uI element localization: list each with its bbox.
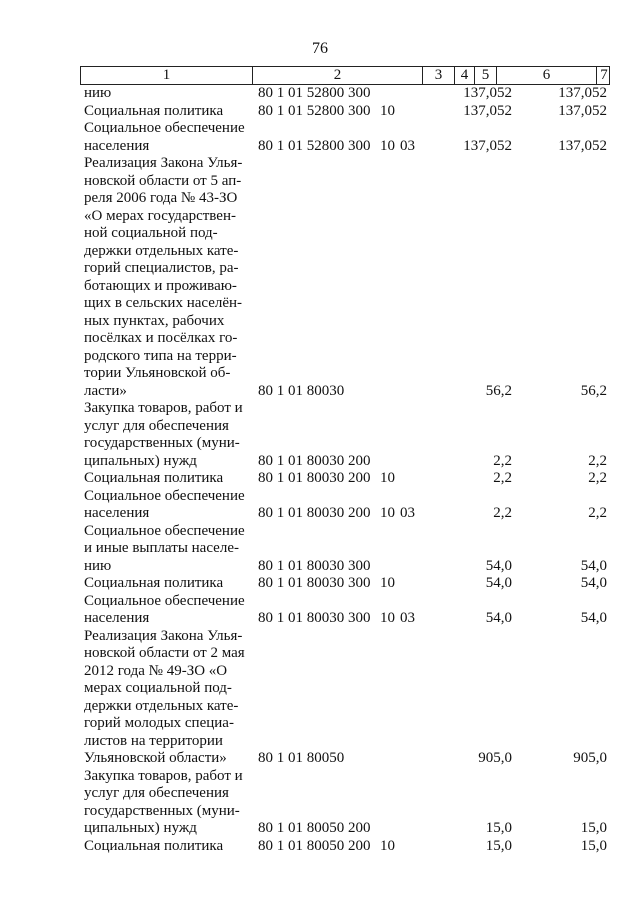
table-row — [0, 768, 640, 838]
row-code: 80 1 01 52800 300 — [258, 137, 371, 154]
row-value-7: 2,2 — [588, 452, 607, 469]
table-row — [0, 488, 640, 523]
row-value-6: 56,2 — [485, 382, 512, 399]
row-code: 80 1 01 52800 300 — [258, 85, 371, 101]
row-name: Социальное обеспечение населения — [84, 120, 245, 154]
row-subsection: 03 — [400, 610, 415, 626]
header-col-7: 7 — [600, 67, 608, 83]
row-name: Социальное обеспечение населения — [84, 592, 245, 626]
row-value-7: 15,0 — [580, 837, 607, 854]
row-value-7: 137,052 — [558, 102, 607, 119]
row-name: Реализация Закона Улья- новской области от 2 мая 2012 года № 49-ЗО «О мерах социальной под- держки отдельных кате- горий молодых специа- листов на территории Ульяновской области» — [84, 627, 245, 766]
row-code: 80 1 01 80030 — [258, 382, 345, 399]
row-value-6: 2,2 — [493, 505, 512, 521]
row-code: 80 1 01 80030 200 — [258, 470, 371, 486]
row-section: 10 — [380, 610, 395, 626]
table-row — [0, 575, 640, 593]
row-code: 80 1 01 80030 200 — [258, 452, 371, 469]
row-name: Реализация Закона Улья- новской области от 5 ап- реля 2006 года № 43-ЗО «О мерах государствен- ной социальной под- держки отдельных кате- горий специалистов, ра- ботающих и проживаю- щих в сельских населён- ных пунктах, рабочих посёлках и посёлках го- родского типа на терри- тории Ульяновской об- ласти» — [84, 155, 243, 399]
row-value-7: 56,2 — [580, 382, 607, 399]
row-code: 80 1 01 80050 — [258, 750, 345, 766]
row-value-7: 137,052 — [558, 137, 607, 154]
page-number: 76 — [312, 40, 328, 57]
row-code: 80 1 01 80050 200 — [258, 820, 371, 836]
row-value-7: 15,0 — [580, 820, 607, 836]
row-value-6: 15,0 — [485, 820, 512, 836]
row-name: Закупка товаров, работ и услуг для обеспечения государственных (муни- ципальных) нужд — [84, 767, 243, 836]
row-value-6: 2,2 — [493, 470, 512, 486]
table-header — [80, 66, 610, 85]
row-value-6: 905,0 — [478, 750, 512, 766]
row-value-6: 15,0 — [485, 837, 512, 854]
row-code: 80 1 01 80030 300 — [258, 557, 371, 574]
table-row — [0, 593, 640, 628]
row-value-7: 905,0 — [573, 750, 607, 766]
table-row — [0, 85, 640, 103]
row-section: 10 — [380, 575, 395, 591]
header-col-5: 5 — [475, 67, 497, 84]
row-section: 10 — [380, 470, 395, 486]
header-col-1: 1 — [81, 67, 253, 84]
row-section: 10 — [380, 102, 395, 119]
row-value-6: 54,0 — [485, 557, 512, 574]
row-code: 80 1 01 52800 300 — [258, 102, 371, 119]
row-name: нию — [84, 85, 112, 101]
table-row — [0, 155, 640, 400]
row-name: Закупка товаров, работ и услуг для обеспечения государственных (муни- ципальных) нужд — [84, 400, 243, 469]
row-code: 80 1 01 80030 300 — [258, 610, 371, 626]
header-col-4: 4 — [455, 67, 475, 84]
table-row — [0, 400, 640, 470]
table-row — [0, 470, 640, 488]
row-section: 10 — [380, 837, 395, 854]
row-subsection: 03 — [400, 137, 415, 154]
table-row — [0, 120, 640, 155]
header-col-2: 2 — [253, 67, 423, 84]
table-row — [0, 103, 640, 121]
row-value-6: 137,052 — [463, 137, 512, 154]
row-value-6: 54,0 — [485, 610, 512, 626]
row-code: 80 1 01 80050 200 — [258, 837, 371, 854]
row-value-7: 54,0 — [580, 575, 607, 591]
row-value-6: 137,052 — [463, 85, 512, 101]
table-row — [0, 628, 640, 768]
row-name: Социальная политика — [84, 575, 224, 591]
row-value-6: 137,052 — [463, 102, 512, 119]
table-body — [0, 85, 640, 855]
header-col-6: 6 — [497, 67, 597, 84]
row-code: 80 1 01 80030 200 — [258, 505, 371, 521]
row-value-6: 54,0 — [485, 575, 512, 591]
row-value-6: 2,2 — [493, 452, 512, 469]
row-subsection: 03 — [400, 505, 415, 521]
row-code: 80 1 01 80030 300 — [258, 575, 371, 591]
row-name: Социальное обеспечение и иные выплаты населе- нию — [84, 522, 245, 574]
row-value-7: 2,2 — [588, 470, 607, 486]
row-section: 10 — [380, 137, 395, 154]
header-col-3: 3 — [423, 67, 455, 84]
row-section: 10 — [380, 505, 395, 521]
table-row — [0, 523, 640, 576]
row-name: Социальное обеспечение населения — [84, 487, 245, 521]
row-name: Социальная политика — [84, 837, 224, 854]
row-name: Социальная политика — [84, 470, 224, 486]
row-value-7: 54,0 — [580, 557, 607, 574]
table-row — [0, 838, 640, 856]
row-value-7: 137,052 — [558, 85, 607, 101]
row-name: Социальная политика — [84, 102, 224, 119]
row-value-7: 2,2 — [588, 505, 607, 521]
row-value-7: 54,0 — [580, 610, 607, 626]
